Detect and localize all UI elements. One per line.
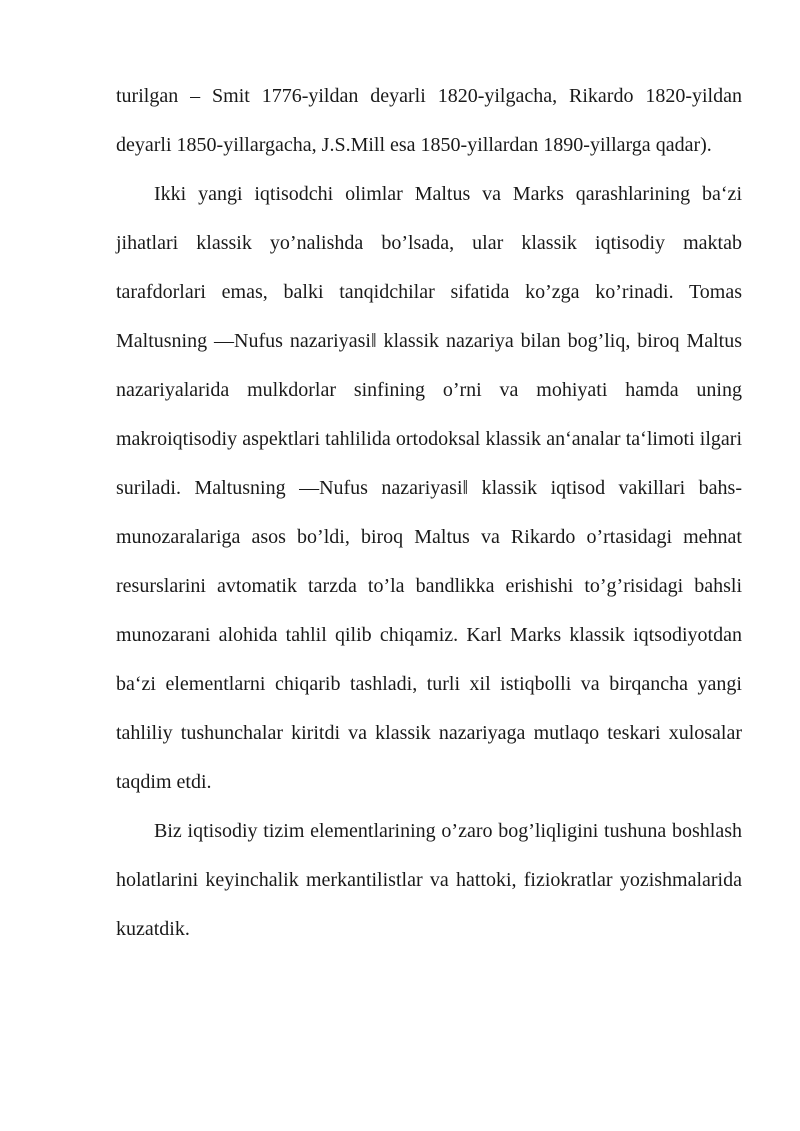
paragraph-2: Ikki yangi iqtisodchi olimlar Maltus va Marks qarashlarining ba‘zi jihatlari klassik yo’nalishda bo’lsada, ular klassik iqtisodiy maktab tarafdorlari emas, balki tanqidchilar sifatida ko’zga ko’rinadi. Tomas Maltusning ―Nufus nazariyasi‖ klassik nazariya bilan bog’liq, biroq Maltus nazariyalarida mulkdorlar sinfining o’rni va mohiyati hamda uning makroiqtisodiy aspektlari tahlilida ortodoksal klassik an‘analar ta‘limoti ilgari suriladi. Maltusning ―Nufus nazariyasi‖ klassik iqtisod vakillari bahs-munozaralariga asos bo’ldi, biroq Maltus va Rikardo o’rtasidagi mehnat resurslarini avtomatik tarzda to’la bandlikka erishishi to’g’risidagi bahsli munozarani alohida tahlil qilib chiqamiz. Karl Marks klassik iqtsodiyotdan ba‘zi elementlarni chiqarib tashladi, turli xil istiqbolli va birqancha yangi tahliliy tushunchalar kiritdi va klassik nazariyaga mutlaqo teskari xulosalar taqdim etdi.: [116, 183, 742, 793]
paragraph-3: Biz iqtisodiy tizim elementlarining o’zaro bog’liqligini tushuna boshlash holatlarini keyinchalik merkantilistlar va hattoki, fiziokratlar yozishmalarida kuzatdik.: [116, 820, 742, 940]
document-page: [116, 72, 742, 954]
paragraph-1: turilgan – Smit 1776-yildan deyarli 1820-yilgacha, Rikardo 1820-yildan deyarli 1850-yillargacha, J.S.Mill esa 1850-yillardan 1890-yillarga qadar).: [116, 85, 742, 156]
